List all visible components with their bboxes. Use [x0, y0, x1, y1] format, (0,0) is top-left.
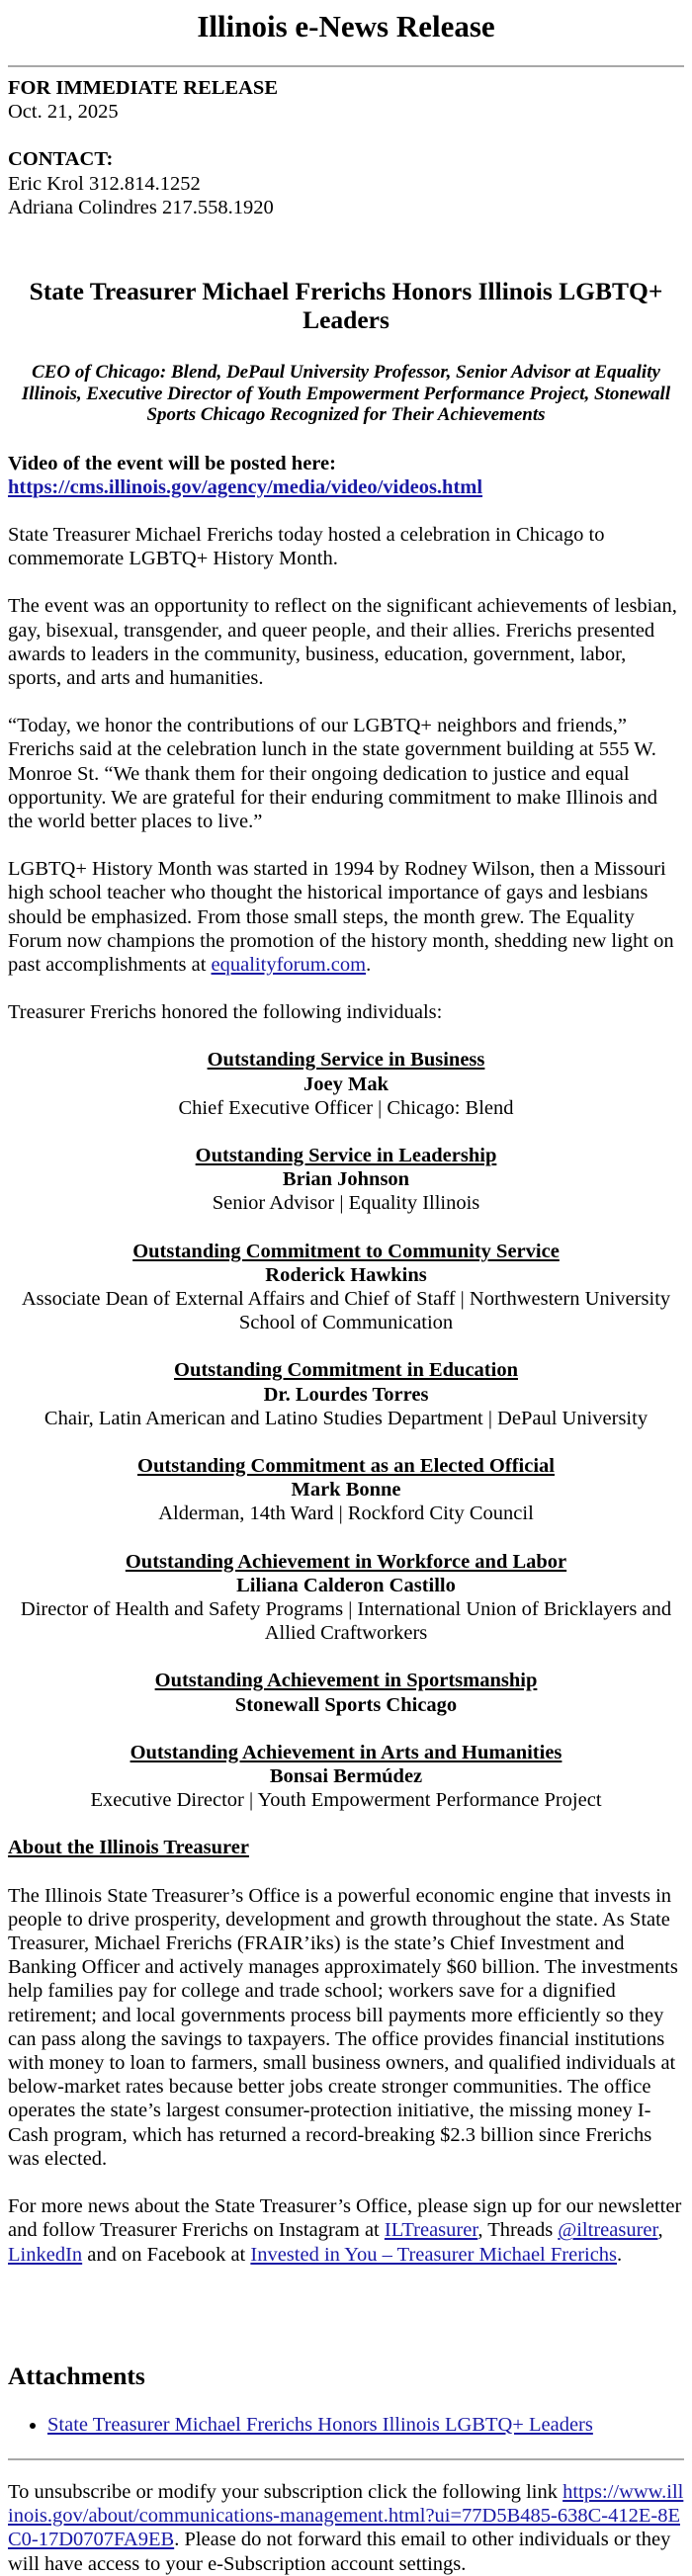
honoree-title: Chair, Latin American and Latino Studies Department | DePaul University [43, 1407, 649, 1429]
honoree-name: Dr. Lourdes Torres [263, 1383, 429, 1406]
linkedin-link[interactable]: LinkedIn [8, 2243, 83, 2266]
video-label: Video of the event will be posted here: [8, 452, 336, 474]
unsubscribe-text: . Please do not forward this email to other individuals or they will have access to your e-Subscription account settings. [8, 2529, 671, 2575]
honoree [8, 1048, 684, 1120]
divider [8, 65, 684, 67]
history-text: LGBTQ+ History Month was started in 1994 by Rodney Wilson, then a Missouri high school teacher who thought the historical importance of gays and lesbians should be emphasized. From those small steps, the month grew. The Equality Forum now champions the promotion of the history month, shedding new light on past accomplishments at [8, 858, 674, 976]
honoree [8, 1358, 684, 1430]
video-notice [8, 452, 684, 499]
headline: State Treasurer Michael Frerichs Honors Illinois LGBTQ+ Leaders [29, 277, 663, 335]
unsubscribe-text: To unsubscribe or modify your subscription click the following link [8, 2480, 563, 2503]
follow-text: . [617, 2243, 623, 2266]
release-label: FOR IMMEDIATE RELEASE [8, 77, 278, 99]
attachment-link[interactable]: State Treasurer Michael Frerichs Honors Illinois LGBTQ+ Leaders [47, 2413, 593, 2436]
paragraph-history [8, 857, 684, 977]
honoree-category: Outstanding Commitment in Education [174, 1359, 518, 1382]
paragraph: The event was an opportunity to reflect on the significant achievements of lesbian, gay, bisexual, transgender, and queer people, and their allies. Frerichs presented awards to leaders in the community, business, education, government, labor, sports, and arts and humanities. [8, 595, 677, 689]
paragraph: “Today, we honor the contributions of our LGBTQ+ neighbors and friends,” Frerichs said at the celebration lunch in the state government building at 555 W. Monroe St. “We thank them for their ongoing dedication to justice and equal opportunity. We are grateful for their enduring commitment to make Illinois and the world better places to live.” [8, 715, 658, 832]
honoree-title: Executive Director | Youth Empowerment Performance Project [90, 1789, 602, 1812]
honoree-category: Outstanding Achievement in Arts and Humanities [130, 1741, 562, 1763]
honoree [8, 1454, 684, 1526]
follow-text: and on Facebook at [82, 2243, 251, 2266]
page-title: Illinois e-News Release [197, 9, 495, 43]
honoree-category: Outstanding Achievement in Workforce and Labor [125, 1550, 567, 1573]
honoree-title: Associate Dean of External Affairs and Chief of Staff | Northwestern University School of Communication [21, 1288, 671, 1334]
honoree [8, 1669, 684, 1716]
follow-text: For more news about the State Treasurer’s Office, please sign up for our newsletter and follow Treasurer Frerichs on Instagram at [8, 2195, 682, 2242]
honored-intro: Treasurer Frerichs honored the following individuals: [8, 1001, 443, 1024]
contact-item: Adriana Colindres 217.558.1920 [8, 196, 274, 218]
follow-text: , [657, 2219, 663, 2242]
honoree-title: Director of Health and Safety Programs | International Union of Bricklayers and Allied Craftworkers [20, 1598, 672, 1645]
honorees-list [8, 1048, 684, 1812]
honoree-name: Mark Bonne [291, 1479, 401, 1502]
honoree-name: Joey Mak [303, 1073, 389, 1095]
honoree-category: Outstanding Commitment to Community Service [132, 1240, 560, 1262]
unsubscribe-link[interactable]: https://www.illinois.gov/about/communications-management.html?ui=77D5B485-638C-412E-8EC0-17D0707FA9EB [8, 2480, 684, 2551]
honoree [8, 1741, 684, 1813]
attachments-list [8, 2413, 684, 2437]
attachments-heading: Attachments [8, 2361, 145, 2390]
honoree-category: Outstanding Achievement in Sportsmanship [154, 1670, 538, 1692]
honoree [8, 1550, 684, 1646]
video-link[interactable]: https://cms.illinois.gov/agency/media/video/videos.html [8, 475, 483, 498]
about-text: The Illinois State Treasurer’s Office is a powerful economic engine that invests in people to drive prosperity, development and growth throughout the state. As State Treasurer, Michael Frerichs (FRAIR’iks) is the state’s Chief Investment and Banking Officer and actively manages approximately $60 billion. The investments help families pay for college and trade school; workers save for a dignified retirement; and local governments process bill payments more efficiently so they can pass along the savings to taxpayers. The office provides financial institutions with money to loan to farmers, small business owners, and qualified individuals at below-market rates because better jobs create stronger communities. The office operates the state’s largest consumer-protection initiative, the missing money I-Cash program, which has returned a record-breaking $2.3 billion since Frerichs was elected. [8, 1884, 678, 2170]
honoree-name: Roderick Hawkins [265, 1263, 427, 1286]
follow-paragraph [8, 2194, 684, 2267]
history-end: . [366, 953, 372, 976]
honoree [8, 1144, 684, 1216]
attachment-item [47, 2413, 684, 2437]
honoree-title: Chief Executive Officer | Chicago: Blend [178, 1096, 514, 1119]
honoree-title: Alderman, 14th Ward | Rockford City Council [158, 1503, 534, 1525]
contact-label: CONTACT: [8, 148, 114, 171]
honoree [8, 1240, 684, 1335]
release-date: Oct. 21, 2025 [8, 101, 119, 124]
honoree-name: Brian Johnson [282, 1168, 410, 1191]
subheadline: CEO of Chicago: Blend, DePaul University Professor, Senior Advisor at Equality Illinois, Executive Director of Youth Empowerment Performance Project, Stonewall Sports Chicago Recognized for Their Achievements [21, 362, 671, 426]
divider [8, 2458, 684, 2460]
release-info [8, 76, 684, 219]
follow-text: , Threads [477, 2219, 559, 2242]
equalityforum-link[interactable]: equalityforum.com [211, 953, 367, 976]
facebook-link[interactable]: Invested in You – Treasurer Michael Frerichs [250, 2243, 618, 2266]
threads-link[interactable]: @iltreasurer [558, 2219, 658, 2242]
about-heading: About the Illinois Treasurer [8, 1837, 249, 1859]
honoree-category: Outstanding Commitment as an Elected Official [137, 1455, 555, 1478]
contact-item: Eric Krol 312.814.1252 [8, 172, 201, 195]
honoree-title: Senior Advisor | Equality Illinois [212, 1192, 480, 1215]
paragraph: State Treasurer Michael Frerichs today hosted a celebration in Chicago to commemorate LGBTQ+ History Month. [8, 523, 605, 570]
honoree-category: Outstanding Service in Business [207, 1049, 485, 1072]
honoree-name: Bonsai Bermúdez [269, 1765, 423, 1788]
honoree-name: Liliana Calderon Castillo [236, 1574, 456, 1596]
honoree-name: Stonewall Sports Chicago [234, 1693, 458, 1716]
instagram-link[interactable]: ILTreasurer [384, 2219, 478, 2242]
honoree-category: Outstanding Service in Leadership [195, 1144, 497, 1166]
unsubscribe-notice [8, 2480, 684, 2576]
